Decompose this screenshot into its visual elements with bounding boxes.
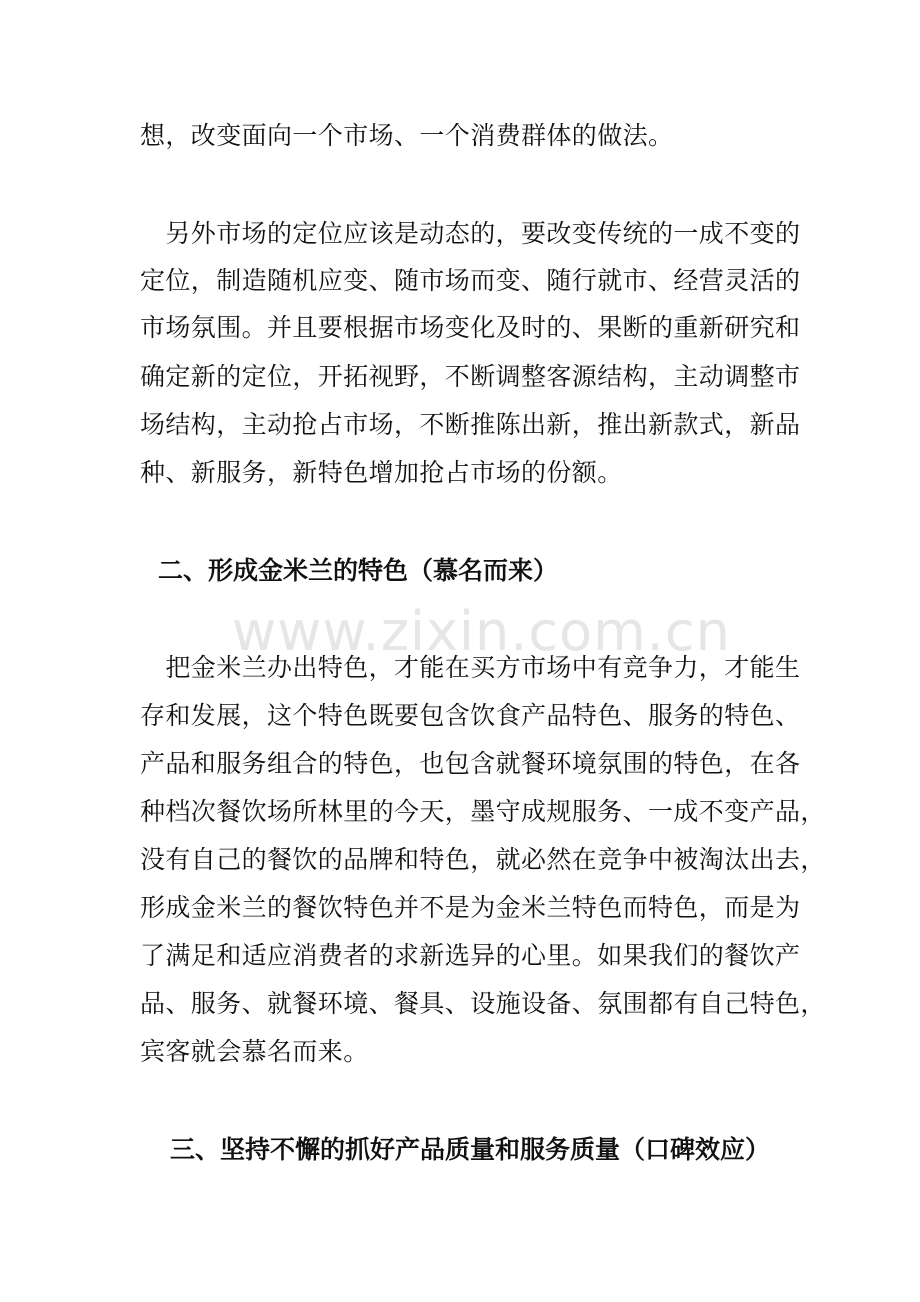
paragraph-2-line-1: 另外市场的定位应该是动态的，要改变传统的一成不变的 [140, 219, 801, 248]
paragraph-3-line-1: 把金米兰办出特色，才能在买方市场中有竞争力，才能生 [140, 653, 801, 682]
paragraph-3-line-5: 没有自己的餐饮的品牌和特色，就必然在竞争中被淘汰出去， [140, 845, 826, 874]
paragraph-3-line-7: 了满足和适应消费者的求新选异的心里。如果我们的餐饮产 [140, 941, 801, 970]
paragraph-2-line-3: 市场氛围。并且要根据市场变化及时的、果断的重新研究和 [140, 313, 801, 342]
paragraph-3-line-8: 品、服务、就餐环境、餐具、设施设备、氛围都有自己特色， [140, 989, 826, 1018]
paragraph-1-line-1: 想，改变面向一个市场、一个消费群体的做法。 [140, 121, 674, 150]
paragraph-2-line-2: 定位，制造随机应变、随市场而变、随行就市、经营灵活的 [140, 266, 801, 295]
paragraph-3-line-3: 产品和服务组合的特色，也包含就餐环境氛围的特色，在各 [140, 749, 801, 778]
paragraph-3-line-9: 宾客就会慕名而来。 [140, 1037, 369, 1066]
paragraph-3-line-4: 种档次餐饮场所林里的今天，墨守成规服务、一成不变产品， [140, 797, 826, 826]
paragraph-3-line-2: 存和发展，这个特色既要包含饮食产品特色、服务的特色、 [140, 701, 801, 730]
section-heading-2: 二、形成金米兰的特色（慕名而来） [158, 556, 559, 585]
section-heading-3: 三、坚持不懈的抓好产品质量和服务质量（口碑效应） [170, 1135, 771, 1164]
watermark-text: www.zixin.com.cn [232, 600, 731, 663]
paragraph-2-line-4: 确定新的定位，开拓视野，不断调整客源结构，主动调整市 [140, 362, 801, 391]
paragraph-2-line-6: 种、新服务，新特色增加抢占市场的份额。 [140, 458, 623, 487]
paragraph-3-line-6: 形成金米兰的餐饮特色并不是为金米兰特色而特色，而是为 [140, 893, 801, 922]
paragraph-2-line-5: 场结构，主动抢占市场，不断推陈出新，推出新款式，新品 [140, 410, 801, 439]
